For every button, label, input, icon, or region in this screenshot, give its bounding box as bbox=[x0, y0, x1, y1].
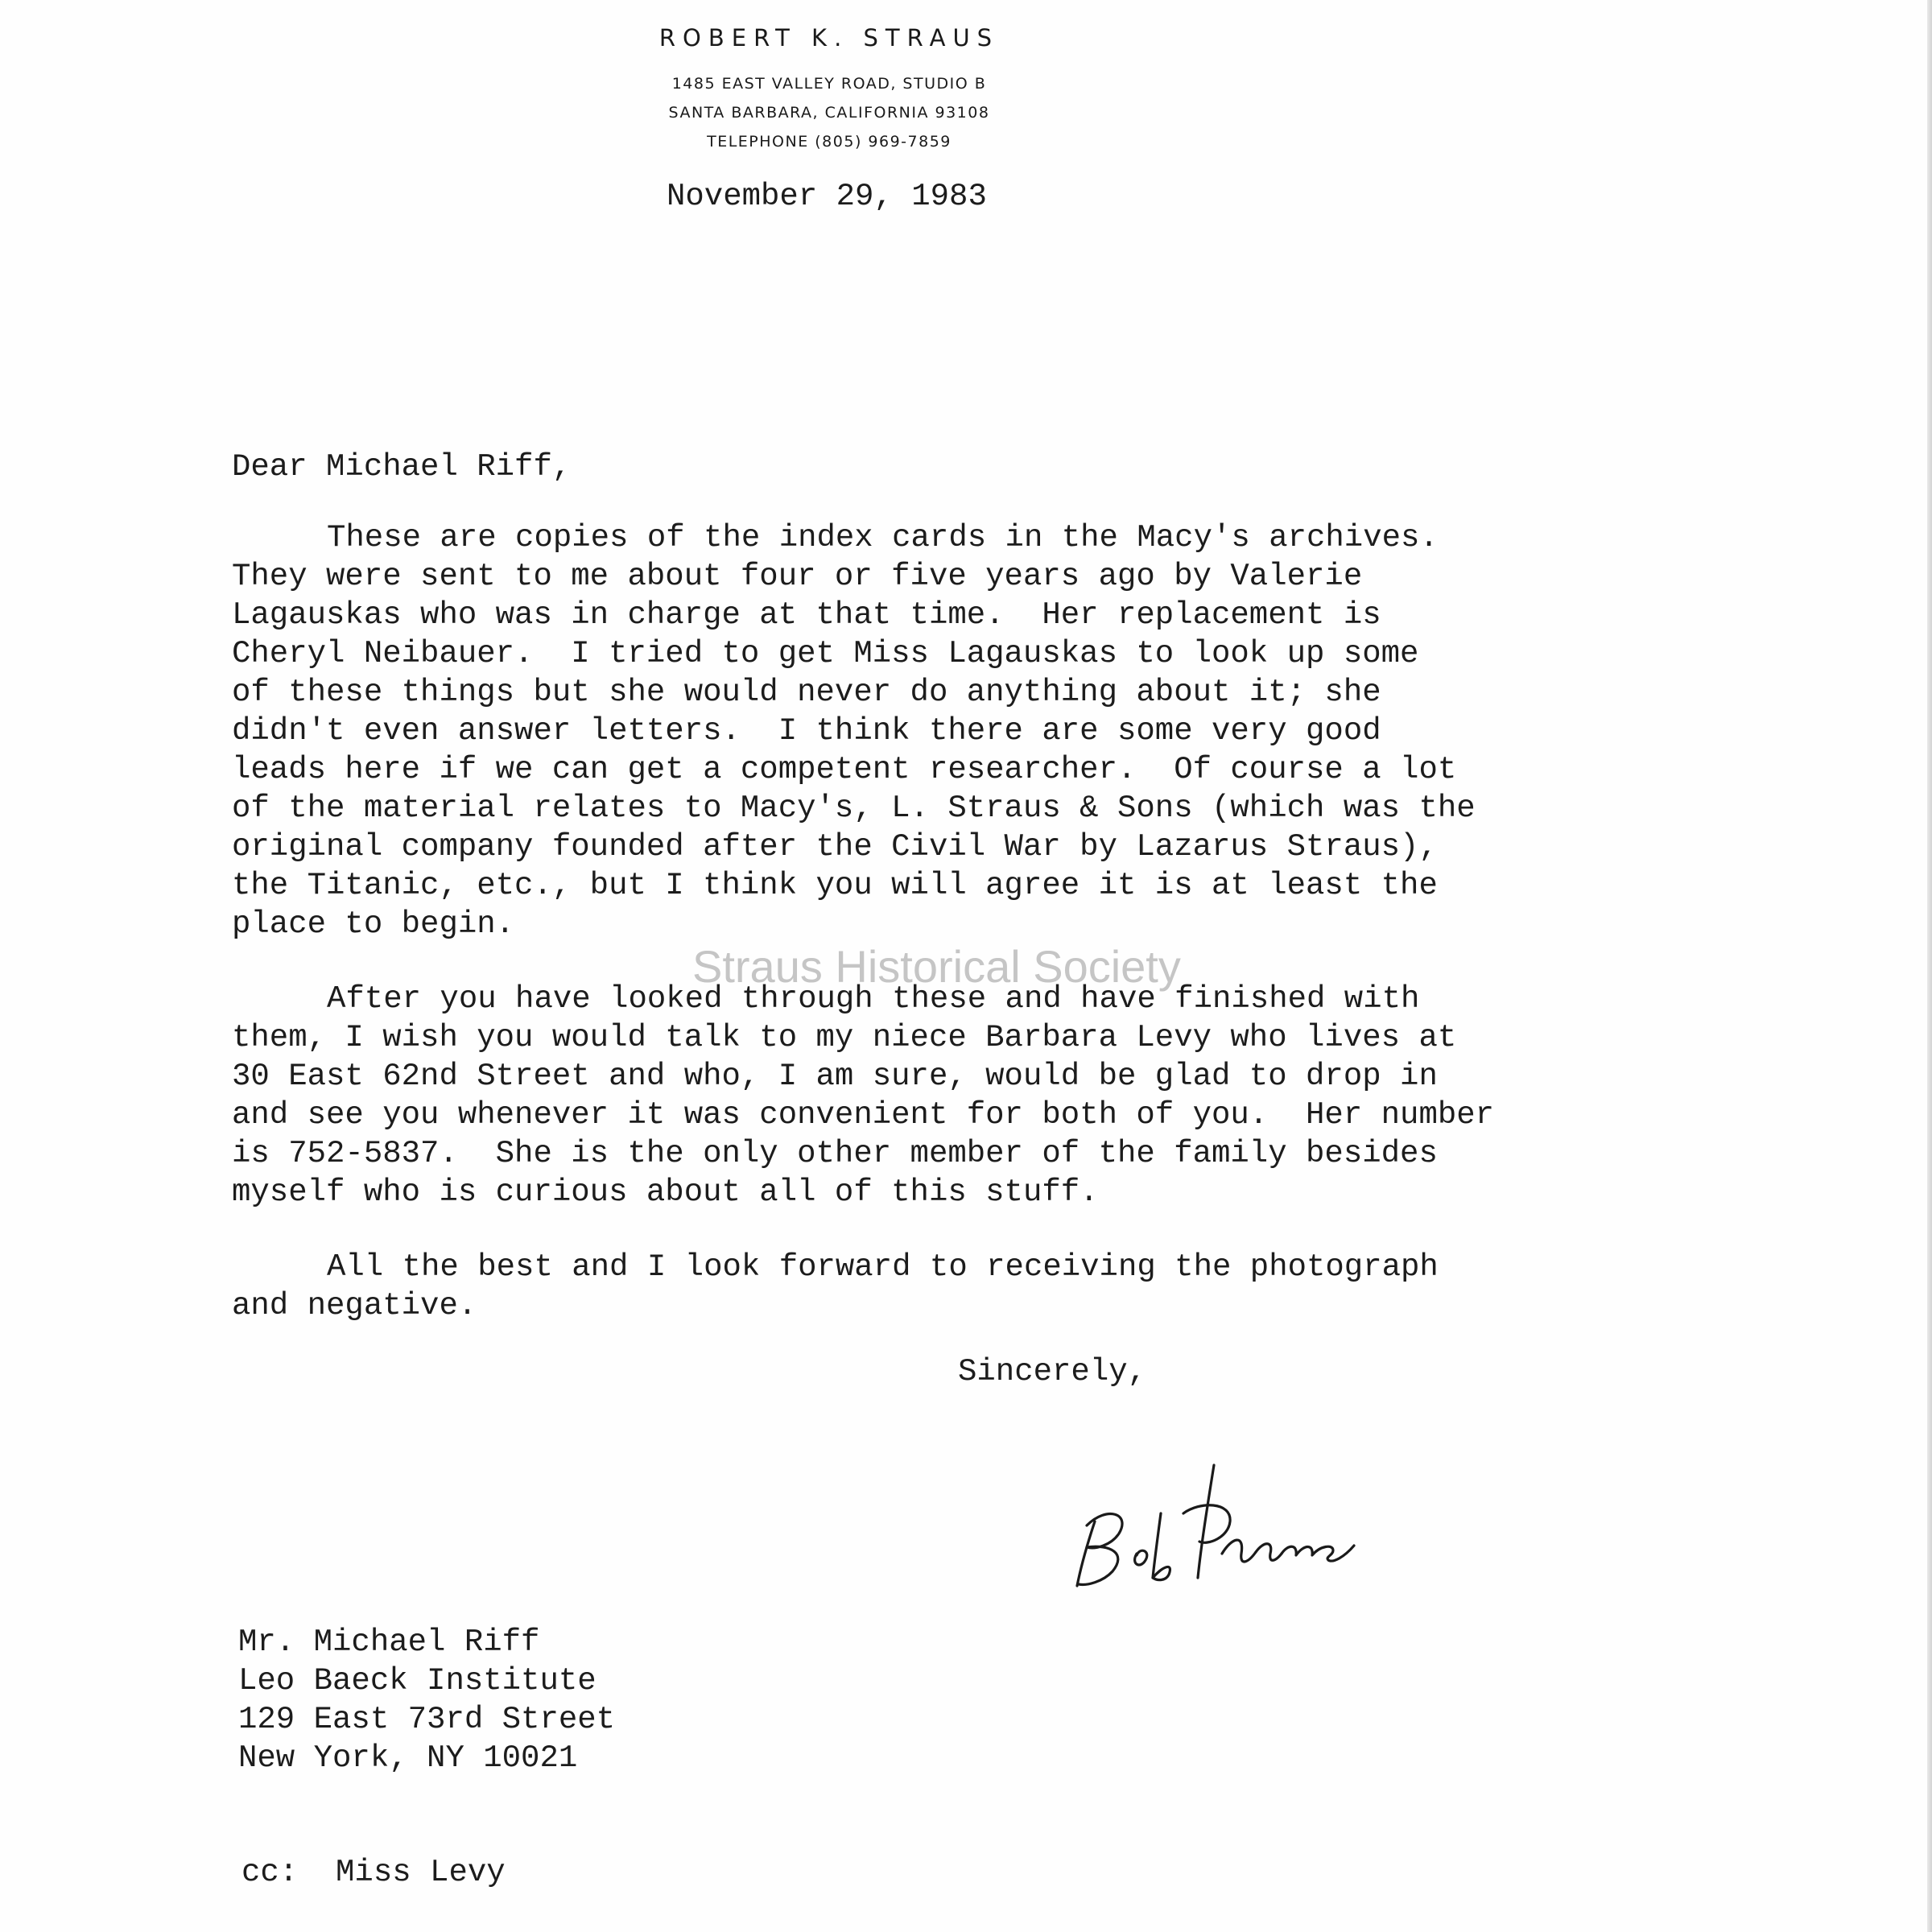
salutation: Dear Michael Riff, bbox=[232, 449, 572, 485]
body-line: them, I wish you would talk to my niece Barbara Levy who lives at bbox=[232, 1020, 1457, 1055]
recipient-name: Mr. Michael Riff bbox=[238, 1624, 540, 1660]
closing: Sincerely, bbox=[958, 1354, 1147, 1389]
watermark: Straus Historical Society bbox=[692, 941, 1181, 992]
body-line: place to begin. bbox=[232, 906, 515, 942]
body-line: original company founded after the Civil War by Lazarus Straus), bbox=[232, 829, 1438, 865]
body-line: Lagauskas who was in charge at that time. Her replacement is bbox=[232, 597, 1381, 633]
page-edge bbox=[1927, 0, 1932, 1932]
carbon-copy bbox=[242, 1853, 506, 1892]
recipient-city: New York, NY 10021 bbox=[238, 1740, 578, 1776]
cc-line: cc: Miss Levy bbox=[242, 1855, 506, 1890]
body-line: and see you whenever it was convenient for both of you. Her number bbox=[232, 1097, 1495, 1133]
letterhead bbox=[596, 24, 1063, 156]
body-line: didn't even answer letters. I think there are some very good bbox=[232, 713, 1381, 749]
body-line: Cheryl Neibauer. I tried to get Miss Lagauskas to look up some bbox=[232, 636, 1419, 671]
body-line: of these things but she would never do anything about it; she bbox=[232, 675, 1381, 710]
body-line: 30 East 62nd Street and who, I am sure, would be glad to drop in bbox=[232, 1059, 1438, 1094]
body-line: the Titanic, etc., but I think you will agree it is at least the bbox=[232, 868, 1438, 903]
paragraph-2 bbox=[232, 980, 1520, 1212]
body-line: leads here if we can get a competent researcher. Of course a lot bbox=[232, 752, 1457, 787]
body-line: After you have looked through these and have finished with bbox=[327, 981, 1420, 1017]
body-line: is 752-5837. She is the only other member of the family besides bbox=[232, 1136, 1438, 1171]
recipient-street: 129 East 73rd Street bbox=[238, 1702, 616, 1737]
body-line: They were sent to me about four or five years ago by Valerie bbox=[232, 559, 1363, 594]
signature bbox=[1063, 1457, 1368, 1594]
letterhead-telephone: TELEPHONE (805) 969-7859 bbox=[707, 133, 952, 151]
body-line: and negative. bbox=[232, 1288, 477, 1323]
body-line: of the material relates to Macy's, L. Straus & Sons (which was the bbox=[232, 791, 1476, 826]
body-line: These are copies of the index cards in the Macy's archives. bbox=[327, 520, 1439, 555]
letter-date: November 29, 1983 bbox=[667, 179, 987, 214]
recipient-address bbox=[238, 1623, 615, 1777]
letterhead-address-line2: SANTA BARBARA, CALIFORNIA 93108 bbox=[668, 104, 990, 122]
recipient-institution: Leo Baeck Institute bbox=[238, 1663, 597, 1699]
paragraph-3 bbox=[232, 1248, 1520, 1325]
body-line: All the best and I look forward to receiving the photograph bbox=[327, 1249, 1439, 1285]
letterhead-name: ROBERT K. STRAUS bbox=[658, 24, 1000, 52]
paragraph-1 bbox=[232, 518, 1520, 943]
letterhead-address-line1: 1485 EAST VALLEY ROAD, STUDIO B bbox=[671, 75, 987, 93]
body-line: myself who is curious about all of this stuff. bbox=[232, 1174, 1099, 1210]
